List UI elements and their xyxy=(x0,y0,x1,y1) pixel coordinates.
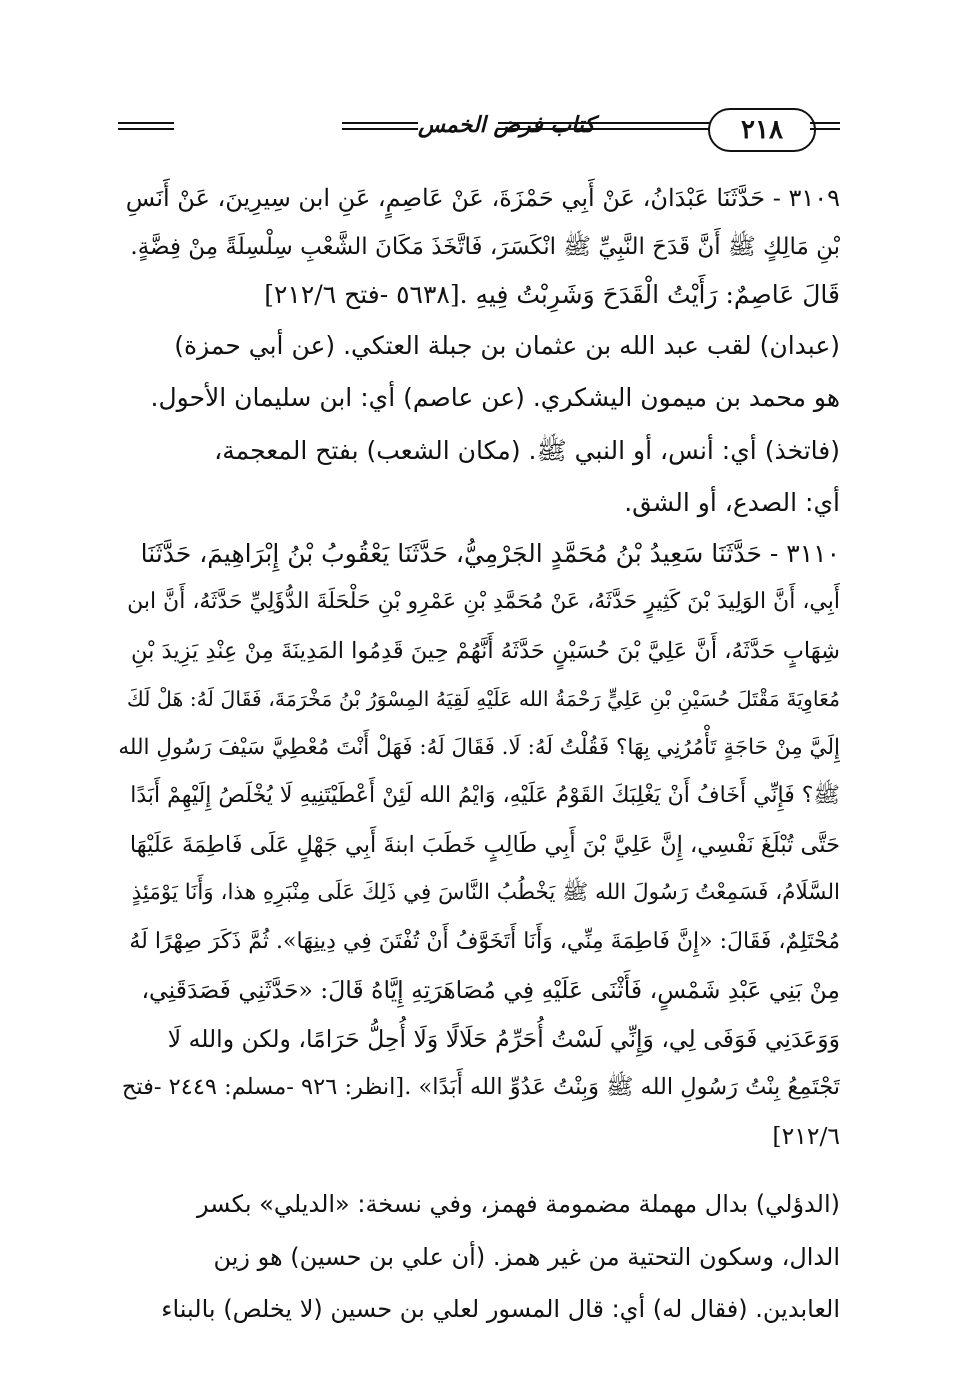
hadith-line: السَّلَامُ، فَسَمِعْتُ رَسُولَ الله ﷺ يَخْطُبُ النَّاسَ فِي ذَلِكَ عَلَى مِنْبَرِهِ هذا، وَأَنَا يَوْمَئِذٍ xyxy=(131,880,840,905)
hadith-line: مِنْ بَنِي عَبْدِ شَمْسٍ، فَأَثْنَى عَلَيْهِ فِي مُصَاهَرَتِهِ إِيَّاهُ قَالَ: «حَدَّثَنِي فَصَدَقَنِي، xyxy=(141,976,840,1004)
hadith-3110 xyxy=(118,530,840,1161)
hadith-line: إِلَيَّ مِنْ حَاجَةٍ تَأْمُرُنِي بِهَا؟ فَقُلْتُ لَهُ: لَا. فَقَالَ لَهُ: فَهَلْ أَنْتَ مُعْطِيَّ سَيْفَ رَسُولِ الله xyxy=(118,734,840,760)
hadith-line: ٣١٠٩ - حَدَّثَنَا عَبْدَانُ، عَنْ أَبِي حَمْزَةَ، عَنْ عَاصِمٍ، عَنِ ابن سِيرِينَ، عَنْ أَنَسِ xyxy=(125,184,840,212)
book-title: كتاب فرض الخمس xyxy=(418,112,595,138)
page-header xyxy=(118,108,840,152)
hadith-line: تَجْتَمِعُ بِنْتُ رَسُولِ الله ﷺ وَبِنْتُ عَدُوِّ الله أَبَدًا» .[انظر: ٩٢٦ -مسلم: ٢٤٤٩ -فتح xyxy=(121,1074,840,1100)
hadith-line: أَبِي، أَنَّ الوَلِيدَ بْنَ كَثِيرٍ حَدَّثَهُ، عَنْ مُحَمَّدِ بْنِ عَمْرِو بْنِ حَلْحَلَةَ الدُّؤَلِيِّ حَدَّثَهُ، أَنَّ ابن xyxy=(127,589,840,614)
page-number: ٢١٨ xyxy=(708,108,816,152)
hadith-line: ٣١١٠ - حَدَّثَنَا سَعِيدُ بْنُ مُحَمَّدٍ الجَرْمِيُّ، حَدَّثَنَا يَعْقُوبُ بْنُ إِبْرَاهِيمَ، حَدَّثَنَا xyxy=(140,538,840,568)
hadith-line: ﷺ؟ فَإِنِّي أَخَافُ أَنْ يَغْلِبَكَ القَوْمُ عَلَيْهِ، وَايْمُ الله لَئِنْ أَعْطَيْتَنِيهِ لَا يُخْلَصُ إِلَيْهِمْ أَبَدًا xyxy=(130,783,840,808)
commentary-line: الدال، وسكون التحتية من غير همز. (أن علي بن حسين) هو زين xyxy=(213,1242,840,1271)
commentary-line: (فاتخذ) أي: أنس، أو النبي ﷺ. (مكان الشعب) بفتح المعجمة، xyxy=(214,435,840,465)
hadith-line: قَالَ عَاصِمٌ: رَأَيْتُ الْقَدَحَ وَشَرِبْتُ فِيهِ .[٥٦٣٨ -فتح ٢١٢/٦] xyxy=(264,280,840,309)
hadith-line: حَتَّى تُبْلَغَ نَفْسِي، إِنَّ عَلِيَّ بْنَ أَبِي طَالِبٍ خَطَبَ ابنةَ أَبِي جَهْلٍ عَلَى فَاطِمَةَ عَلَيْهَا xyxy=(129,831,840,858)
hadith-line: مُحْتَلِمٌ، فَقَالَ: «إِنَّ فَاطِمَةَ مِنِّي، وَأَنَا أَتَخَوَّفُ أَنْ تُفْتَنَ فِي دِينِهَا». ثُمَّ ذَكَرَ صِهْرًا لَهُ xyxy=(129,928,840,954)
commentary-1 xyxy=(118,320,840,530)
commentary-line: (الدؤلي) بدال مهملة مضمومة فهمز، وفي نسخة: «الديلي» بكسر xyxy=(196,1190,840,1218)
commentary-line: (عبدان) لقب عبد الله بن عثمان بن جبلة العتكي. (عن أبي حمزة) xyxy=(174,330,840,360)
hadith-line: وَوَعَدَنِي فَوَفَى لِي، وَإِنِّي لَسْتُ أُحَرِّمُ حَلَالًا وَلَا أُحِلُّ حَرَامًا، ولكن والله لَا xyxy=(167,1024,840,1053)
commentary-line: هو محمد بن ميمون اليشكري. (عن عاصم) أي: ابن سليمان الأحول. xyxy=(150,383,840,412)
hadith-line: ٢١٢/٦] xyxy=(772,1121,840,1150)
paragraph-spacer xyxy=(118,1160,840,1178)
header-rule-left xyxy=(118,122,174,130)
header-ornament xyxy=(810,122,840,130)
page-body xyxy=(118,174,840,1336)
commentary-2 xyxy=(118,1178,840,1336)
hadith-line: بْنِ مَالِكٍ ﷺ أَنَّ قَدَحَ النَّبِيِّ ﷺ انْكَسَرَ، فَاتَّخَذَ مَكَانَ الشَّعْبِ سِلْسِلَةً مِنْ فِضَّةٍ. xyxy=(130,233,840,260)
hadith-line: مُعَاوِيَةَ مَقْتَلَ حُسَيْنِ بْنِ عَلِيٍّ رَحْمَةُ الله عَلَيْهِ لَقِيَهُ المِسْوَرُ بْنُ مَخْرَمَةَ، فَقَالَ لَهُ: هَلْ لَكَ xyxy=(126,687,840,711)
commentary-line: العابدين. (فقال له) أي: قال المسور لعلي بن حسين (لا يخلص) بالبناء xyxy=(161,1295,840,1323)
hadith-line: شِهَابٍ حَدَّثَهُ، أَنَّ عَلِيَّ بْنَ حُسَيْنٍ حَدَّثَهُ أَنَّهُمْ حِينَ قَدِمُوا المَدِينَةَ مِنْ عِنْدِ يَزِيدَ بْنِ xyxy=(131,637,840,664)
header-rule-middle xyxy=(342,122,418,130)
hadith-3109 xyxy=(118,174,840,320)
commentary-line: أي: الصدع، أو الشق. xyxy=(624,488,840,517)
